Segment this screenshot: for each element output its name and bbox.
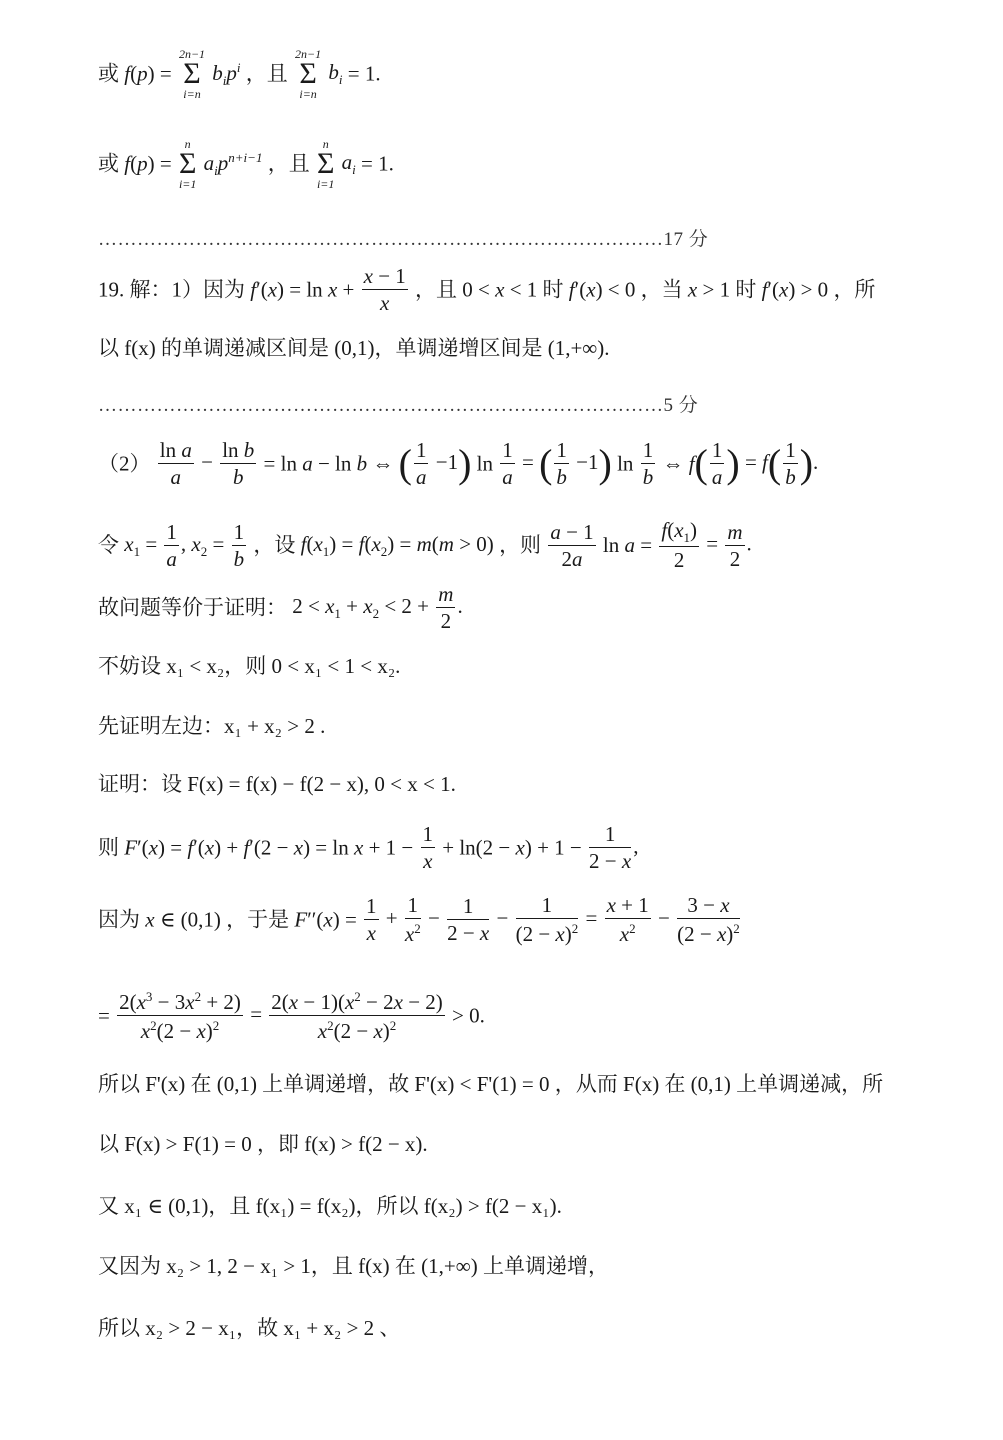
fraction: $\frac{1}{b}$ — [556, 438, 567, 489]
math-x2: $x_2$ = — [191, 531, 230, 559]
line-equiv: 故问题等价于证明： $2 < x_1 + x_2 < 2$ + $\frac{m}{2}$ . — [98, 582, 463, 633]
text-hence: ，于是 — [226, 907, 290, 932]
line-so2: 以 F(x) > F(1) = 0 ，即 f(x) > f(2 − x). — [98, 1132, 428, 1156]
math-ineq: $2 < x_1 + x_2 < 2$ + — [292, 593, 435, 622]
q19-intro: 19. 解：1）因为 — [98, 277, 245, 302]
line-proof: 证明：设 F(x) = f(x) − f(2 − x), 0 < x < 1. — [98, 772, 456, 796]
fraction: $\frac{1}{x^2}$ — [404, 893, 421, 946]
math-aip: $a_ip^{n+i-1}$ — [203, 149, 263, 179]
line-Fsecond-cont: = $\frac{2(x^3 - 3x^2 + 2)}{x^2(2 - x)^2}$ = $\frac{2(x - 1)(x^2 - 2x - 2)}{x^2(2 - x)^2}$ > 0. — [98, 989, 485, 1043]
line-sum-b — [98, 48, 381, 100]
math-domain: x ∈ (0,1) — [145, 907, 221, 932]
text-set: ，设 — [253, 533, 296, 558]
line-let: 令 $x_1$ = $\frac{1}{a}$ , $x_2$ = $\frac{1}{b}$ ，设 $f(x_1) = f(x_2) = m(m > 0)$ ，则 $\frac{a - 1}{2a}$ ln a = $\frac{f(x_1)}{2}$ = $\frac{m}{2}$ . — [98, 518, 752, 573]
text-so: ，所 — [833, 277, 876, 302]
text-or: 或 — [98, 151, 119, 176]
math-cond1: 0 < x < 1 — [462, 277, 538, 302]
fraction: $\frac{m}{2}$ — [727, 519, 743, 571]
line-Fprime: 则 F′(x) = f′(x) + f′(2 − x) = ln x + 1 − $\frac{1}{x}$ + ln(2 − x) + 1 − $\frac{1}{2 - x}$ , — [98, 822, 639, 873]
math-Fprime: F′(x) = f′(x) + f′(2 − x) = ln x + 1 − — [124, 835, 419, 860]
math-lna: ln a = — [602, 533, 658, 558]
line-assume: 不妨设 x₁ < x₂，则 0 < x₁ < 1 < x₂. — [98, 654, 401, 678]
text-then: ，则 — [499, 533, 542, 558]
fraction: $\frac{1}{a}$ — [502, 438, 513, 489]
fraction: $\frac{1}{x}$ — [422, 822, 433, 873]
fraction: $\frac{\text{ln a}}{a}$ — [159, 438, 192, 489]
math-pos: f′(x) > 0 — [761, 277, 829, 302]
paren: ) — [799, 441, 814, 486]
text-when3: 时 — [735, 277, 757, 302]
text-when: 时 — [542, 277, 564, 302]
line-left-first: 先证明左边：x₁ + x₂ > 2 . — [98, 714, 326, 738]
math-ln: ln — [617, 451, 634, 476]
text-because: 因为 — [98, 907, 140, 932]
text-eq1: = 1. — [347, 61, 381, 86]
math-bi: $b_i$ — [328, 59, 343, 88]
sum-symbol: 2n−1 Σ i=n — [295, 47, 322, 101]
paren: ( — [539, 441, 553, 486]
score-line-5: ……………………………………………………………………………5 分 — [98, 395, 699, 416]
line-part2: （2） $\frac{\text{ln a}}{a}$ − $\frac{\text{ln b}}{b}$ = ln a − ln b ⇔ ( $\frac{1}{a}$ −1) ln $\frac{1}{a}$ = ( $\frac{1}{b}$ −1) ln $\frac{1}{b}$ ⇔ f( $\frac{1}{a}$ ) = f( $\frac{1}{b}$ ). — [98, 438, 819, 489]
text-let: 令 — [98, 533, 119, 558]
math-fm: $f(x_1) = f(x_2) = m(m > 0)$ — [300, 531, 494, 559]
math-ai: $a_i$ — [341, 149, 356, 178]
line-Fsecond: 因为 x ∈ (0,1) ，于是 F′′(x) = $\frac{1}{x}$ + $\frac{1}{x^2}$ − $\frac{1}{2 - x}$ − $\frac{1}{(2 - x)^2}$ = $\frac{x + 1}{x^2}$ − $\frac{3 - x}{(2 - x)^2}$ — [98, 893, 740, 946]
fraction: $\frac{1}{a}$ — [711, 438, 723, 489]
line-also1: 又 x₁ ∈ (0,1)，且 f(x₁) = f(x₂)，所以 f(x₂) > f(2 − x₁). — [98, 1194, 562, 1218]
math-lna-lnb: = ln a − ln b ⇔ — [263, 451, 399, 476]
fraction: $\frac{1}{b}$ — [785, 438, 796, 489]
fraction: $\frac{x - 1}{x}$ — [363, 264, 406, 315]
text-equiv: 故问题等价于证明： — [98, 595, 287, 620]
text-and: ，且 — [267, 151, 310, 176]
part2-label: （2） — [98, 451, 151, 476]
fraction: $\frac{1}{b}$ — [233, 519, 245, 571]
line-q19 — [98, 266, 875, 314]
fraction: $\frac{3 - x}{(2 - x)^2}$ — [677, 893, 740, 946]
paren: ( — [694, 441, 708, 486]
fraction: $\frac{1}{a}$ — [415, 438, 427, 489]
math-iff: ⇔ f — [662, 451, 695, 476]
fraction: $\frac{1}{a}$ — [166, 519, 177, 571]
score-line-17: ……………………………………………………………………………17 分 — [98, 229, 709, 250]
fraction: $\frac{x + 1}{x^2}$ — [606, 893, 649, 946]
fraction: $\frac{m}{2}$ — [438, 582, 454, 633]
math-bipi: $b_ip^i$ — [212, 59, 241, 89]
line-monotonic: 以 f(x) 的单调递减区间是 (0,1)，单调递增区间是 (1,+∞). — [98, 336, 610, 360]
math-gt0: > 0. — [452, 1003, 485, 1028]
math-fp: f(p) = — [124, 151, 177, 176]
fraction: $\frac{a - 1}{2a}$ — [550, 519, 594, 571]
paren: ) — [458, 441, 472, 486]
math-neg: f′(x) < 0 — [568, 277, 636, 302]
fraction: $\frac{2(x^3 - 3x^2 + 2)}{x^2(2 - x)^2}$ — [119, 989, 241, 1043]
text-or: 或 — [98, 61, 119, 86]
fraction: $\frac{2(x - 1)(x^2 - 2x - 2)}{x^2(2 - x)^2}$ — [271, 989, 443, 1043]
line-final: 所以 x₂ > 2 − x₁，故 x₁ + x₂ > 2 、 — [98, 1316, 401, 1340]
text-eq1: = 1. — [361, 151, 394, 176]
math-fp: f(p) = — [124, 61, 177, 86]
text-and: ，且 — [415, 277, 458, 302]
fraction: $\frac{1}{2 - x}$ — [589, 822, 632, 873]
sum-symbol: n Σ i=1 — [178, 137, 197, 191]
fraction: $\frac{1}{2 - x}$ — [447, 894, 490, 945]
fraction: $\frac{\text{ln b}}{b}$ — [222, 438, 255, 489]
paren: ) — [598, 441, 612, 486]
sum-symbol: n Σ i=1 — [316, 137, 335, 191]
text-then: 则 — [98, 835, 119, 860]
line-so1: 所以 F'(x) 在 (0,1) 上单调递增，故 F'(x) < F'(1) = 0 ，从而 F(x) 在 (0,1) 上单调递减，所 — [98, 1072, 884, 1096]
math-F2: F′′(x) = — [294, 907, 363, 932]
text-when2: ，当 — [640, 277, 683, 302]
fraction: $\frac{f(x_1)}{2}$ — [661, 518, 698, 573]
paren: ) — [726, 441, 740, 486]
math-ln: ln — [476, 451, 493, 476]
paren: ( — [767, 441, 782, 486]
text-and: ，且 — [245, 61, 288, 86]
line-also2: 又因为 x₂ > 1, 2 − x₁ > 1，且 f(x) 在 (1,+∞) 上单调递增， — [98, 1254, 609, 1278]
math-eq: = — [98, 1003, 116, 1028]
fraction: $\frac{1}{x}$ — [366, 894, 377, 945]
math-fprime: f′(x) = ln x + — [250, 277, 360, 302]
paren: ( — [398, 441, 412, 486]
math-x1: $x_1$ = — [124, 531, 163, 559]
line-sum-a — [98, 138, 394, 190]
sum-symbol: 2n−1 Σ i=n — [178, 47, 206, 101]
fraction: $\frac{1}{b}$ — [642, 438, 654, 489]
math-mid: + ln(2 − x) + 1 − — [442, 835, 588, 860]
math-cond2: x > 1 — [687, 277, 731, 302]
fraction: $\frac{1}{(2 - x)^2}$ — [515, 893, 579, 946]
